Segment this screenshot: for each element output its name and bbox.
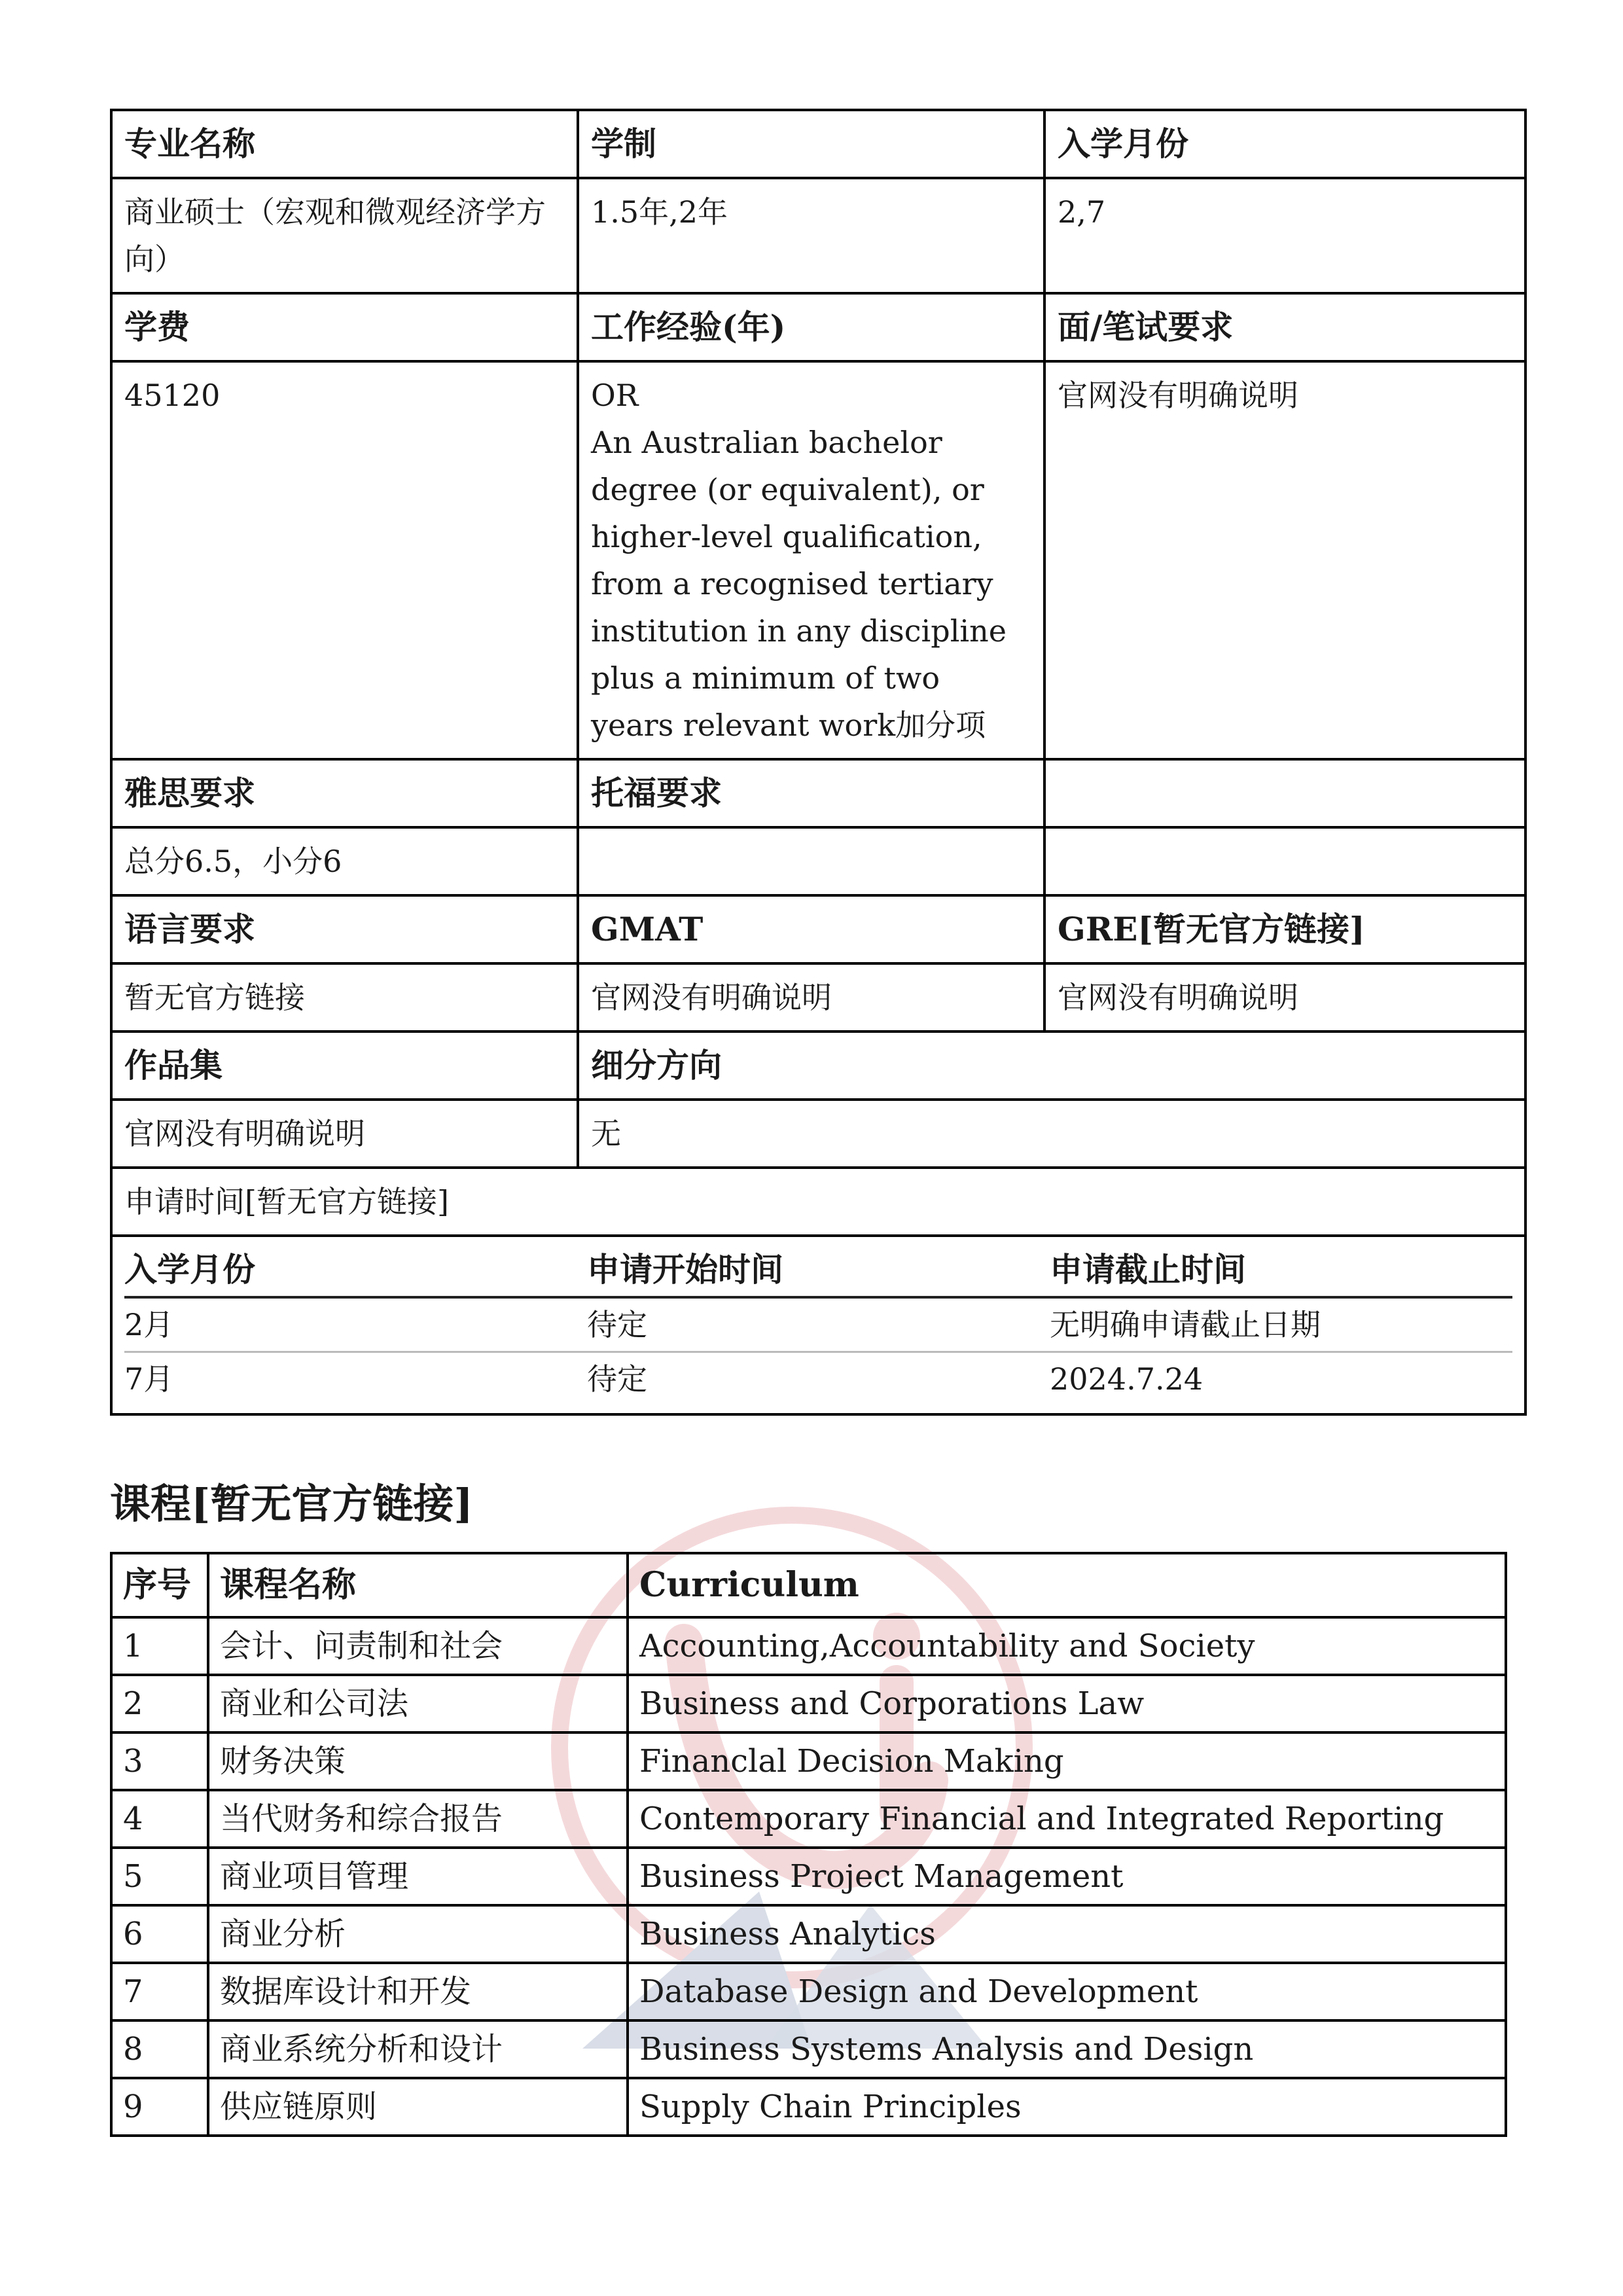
- course-name-en: Supply Chain Principles: [628, 2078, 1506, 2136]
- course-row: [111, 1790, 1506, 1848]
- course-index: 2: [111, 1675, 208, 1732]
- info-header-row: [111, 759, 1525, 827]
- course-index: 5: [111, 1848, 208, 1905]
- schedule-cell-open: 待定: [587, 1297, 1050, 1352]
- course-row: [111, 1675, 1506, 1732]
- course-header-row: [111, 1553, 1506, 1617]
- work-experience-label: 工作经验(年): [578, 293, 1044, 361]
- info-header-row: [111, 293, 1525, 361]
- gmat-value: 官网没有明确说明: [578, 963, 1044, 1031]
- toefl-value: [578, 827, 1044, 895]
- schedule-header-open: 申请开始时间: [587, 1244, 1050, 1297]
- course-row: [111, 1617, 1506, 1675]
- gre-label: GRE[暂无官方链接]: [1044, 895, 1525, 963]
- schedule-cell-deadline: 2024.7.24: [1050, 1361, 1204, 1397]
- course-row: [111, 1905, 1506, 1963]
- course-index: 6: [111, 1905, 208, 1963]
- ielts-label: 雅思要求: [111, 759, 578, 827]
- course-row: [111, 1732, 1506, 1790]
- course-row: [111, 1848, 1506, 1905]
- info-header-row: [111, 1031, 1525, 1100]
- course-name-cn: 商业项目管理: [208, 1848, 628, 1905]
- course-index: 9: [111, 2078, 208, 2136]
- schedule-cell-open: 待定: [587, 1361, 647, 1397]
- course-header-curriculum: Curriculum: [628, 1553, 1506, 1617]
- course-table: [110, 1552, 1507, 2137]
- course-row: [111, 2020, 1506, 2078]
- empty-cell: [1044, 759, 1525, 827]
- course-name-cn: 财务决策: [208, 1732, 628, 1790]
- course-index: 1: [111, 1617, 208, 1675]
- info-header-row: [111, 110, 1525, 178]
- portfolio-label: 作品集: [111, 1031, 578, 1100]
- course-name-cn: 数据库设计和开发: [208, 1963, 628, 2020]
- schedule-header-intake: 入学月份: [124, 1244, 587, 1297]
- info-value-row: [111, 361, 1525, 759]
- course-header-index: 序号: [111, 1553, 208, 1617]
- program-info-table: [110, 109, 1527, 1416]
- course-index: 3: [111, 1732, 208, 1790]
- tuition-label: 学费: [111, 293, 578, 361]
- schedule-row: [124, 1352, 1512, 1406]
- course-name-cn: 当代财务和综合报告: [208, 1790, 628, 1848]
- application-time-label: 申请时间[暂无官方链接]: [111, 1168, 1525, 1236]
- course-index: 8: [111, 2020, 208, 2078]
- duration-label: 学制: [578, 110, 1044, 178]
- gmat-label: GMAT: [578, 895, 1044, 963]
- course-name-en: Business Project Management: [628, 1848, 1506, 1905]
- schedule-cell: [111, 1236, 1525, 1414]
- interview-value: 官网没有明确说明: [1044, 361, 1525, 759]
- tuition-value: 45120: [111, 361, 578, 759]
- schedule-header-deadline: 申请截止时间: [1050, 1244, 1512, 1297]
- course-section-title: 课程[暂无官方链接]: [110, 1480, 473, 1528]
- course-name-cn: 供应链原则: [208, 2078, 628, 2136]
- program-value: 商业硕士（宏观和微观经济学方向）: [111, 178, 578, 293]
- course-name-en: Business Analytics: [628, 1905, 1506, 1963]
- duration-value: 1.5年,2年: [578, 178, 1044, 293]
- schedule-cell-deadline: 无明确申请截止日期: [1050, 1297, 1512, 1352]
- course-name-cn: 商业分析: [208, 1905, 628, 1963]
- course-name-en: Financlal Decision Making: [628, 1732, 1506, 1790]
- portfolio-value: 官网没有明确说明: [111, 1100, 578, 1168]
- course-name-en: Business and Corporations Law: [628, 1675, 1506, 1732]
- course-row: [111, 1963, 1506, 2020]
- empty-cell: [1044, 827, 1525, 895]
- course-header-name-cn: 课程名称: [208, 1553, 628, 1617]
- specialization-label: 细分方向: [578, 1031, 1525, 1100]
- schedule-cell-intake: 7月: [124, 1361, 174, 1397]
- ielts-value: 总分6.5，小分6: [111, 827, 578, 895]
- course-name-en: Database Design and Development: [628, 1963, 1506, 2020]
- intake-label: 入学月份: [1044, 110, 1525, 178]
- course-name-en: Business Systems Analysis and Design: [628, 2020, 1506, 2078]
- course-name-cn: 会计、问责制和社会: [208, 1617, 628, 1675]
- course-row: [111, 2078, 1506, 2136]
- course-name-cn: 商业系统分析和设计: [208, 2020, 628, 2078]
- info-value-row: [111, 1100, 1525, 1168]
- toefl-label: 托福要求: [578, 759, 1044, 827]
- application-time-row: [111, 1168, 1525, 1236]
- course-name-cn: 商业和公司法: [208, 1675, 628, 1732]
- info-header-row: [111, 895, 1525, 963]
- info-value-row: [111, 963, 1525, 1031]
- course-index: 7: [111, 1963, 208, 2020]
- application-schedule-table: [124, 1244, 1512, 1405]
- course-name-en: Contemporary Financial and Integrated Reporting: [628, 1790, 1506, 1848]
- language-value: 暂无官方链接: [111, 963, 578, 1031]
- language-label: 语言要求: [111, 895, 578, 963]
- schedule-row: [124, 1297, 1512, 1352]
- course-name-en: Accounting,Accountability and Society: [628, 1617, 1506, 1675]
- info-value-row: [111, 827, 1525, 895]
- interview-label: 面/笔试要求: [1044, 293, 1525, 361]
- intake-value: 2,7: [1044, 178, 1525, 293]
- work-experience-value: OR An Australian bachelor degree (or equivalent), or higher-level qualification, from a recognised tertiary institution in any discipline plus a minimum of two years relevant work加分项: [578, 361, 1044, 759]
- gre-value: 官网没有明确说明: [1044, 963, 1525, 1031]
- program-label: 专业名称: [111, 110, 578, 178]
- specialization-value: 无: [578, 1100, 1525, 1168]
- course-index: 4: [111, 1790, 208, 1848]
- schedule-row: [111, 1236, 1525, 1414]
- schedule-header-row: [124, 1244, 1512, 1297]
- info-value-row: [111, 178, 1525, 293]
- schedule-cell-intake: 2月: [124, 1297, 587, 1352]
